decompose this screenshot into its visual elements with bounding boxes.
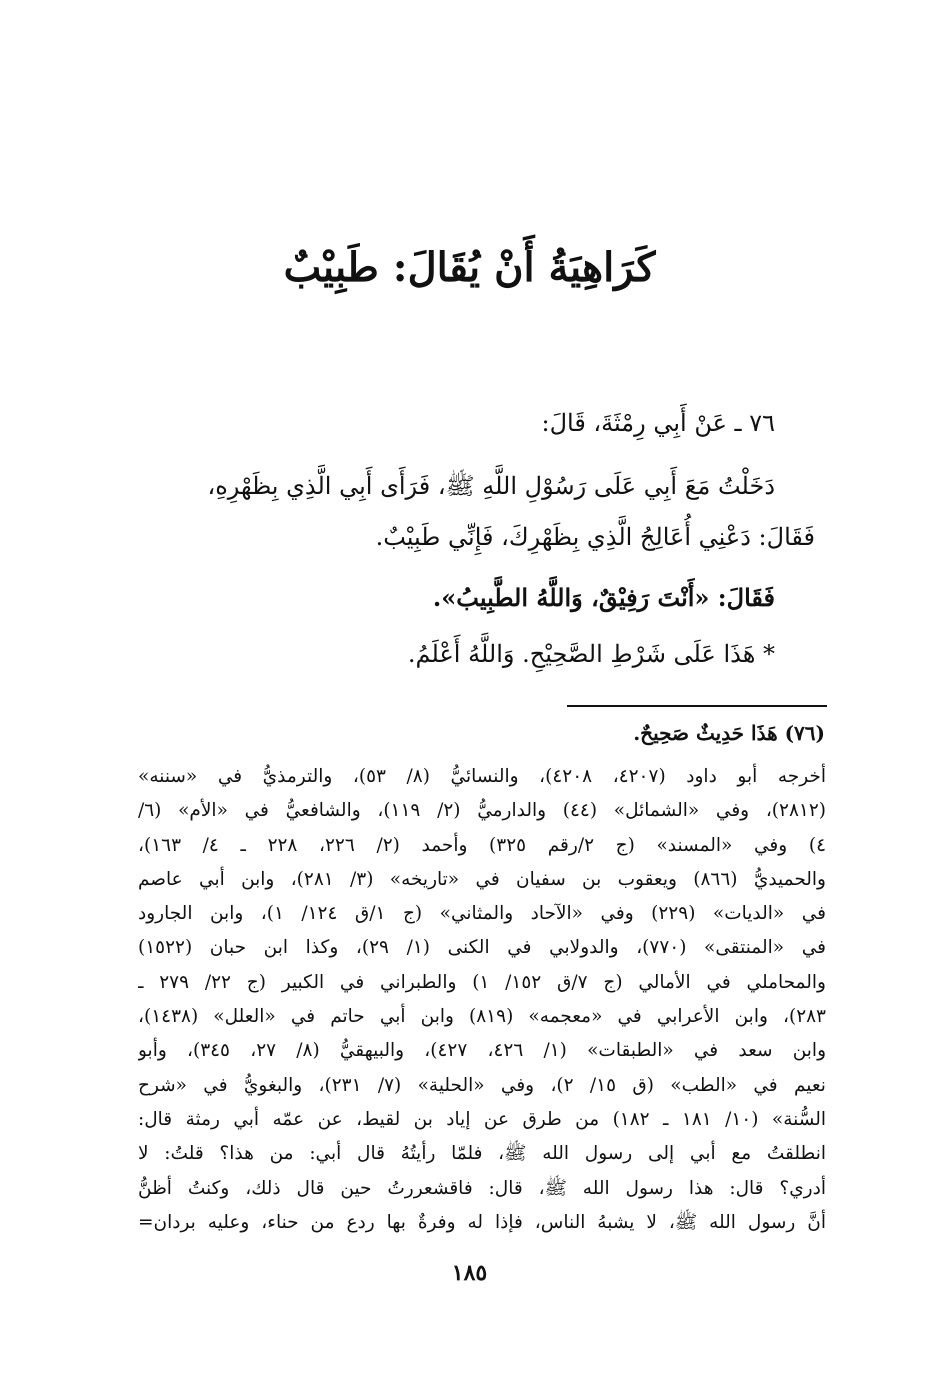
footnote-line: نعيم في «الطب» (ق ١٥/ ٢)، وفي «الحلية» (٧/ ٢٣١)، والبغويُّ في «شرح bbox=[138, 1074, 826, 1096]
footnote-line: ٤) وفي «المسند» (ج ٢/رقم ٣٢٥) وأحمد (٢/ ٢٢٦، ٢٢٨ ـ ٤/ ١٦٣)، bbox=[138, 834, 826, 856]
hadith-number-line: ٧٦ ـ عَنْ أَبِي رِمْثَةَ، قَالَ: bbox=[541, 409, 775, 437]
hadith-text-line-3: فَقَالَ: «أَنْتَ رَفِيْقٌ، وَاللَّهُ الطَّبِيبُ». bbox=[432, 583, 775, 612]
chapter-title: كَرَاهِيَةُ أَنْ يُقَالَ: طَبِيْبٌ bbox=[283, 244, 656, 291]
footnote-line: في «المنتقى» (٧٧٠)، والدولابي في الكنى (١/ ٢٩)، وكذا ابن حبان (١٥٢٢) bbox=[138, 937, 826, 959]
page-number: ١٨٥ bbox=[451, 1260, 488, 1286]
footnote-line: والحميديُّ (٨٦٦) ويعقوب بن سفيان في «تاريخه» (٣/ ٢٨١)، وابن أبي عاصم bbox=[138, 868, 826, 890]
footnote-line: أدري؟ قال: هذا رسول الله ﷺ، قال: فاقشعررتُ حين قال ذلك، وكنتُ أظنُّ bbox=[138, 1177, 826, 1199]
footnote-line: والمحاملي في الأمالي (ج ٧/ق ١٥٢/ ١) والطبراني في الكبير (ج ٢٢/ ٢٧٩ ـ bbox=[138, 971, 826, 993]
hadith-text-line-1: دَخَلْتُ مَعَ أَبِي عَلَى رَسُوْلِ اللَّهِ ﷺ، فَرَأَى أَبِي الَّذِي بِظَهْرِهِ، bbox=[207, 472, 775, 500]
footnote-line: أخرجه أبو داود (٤٢٠٧، ٤٢٠٨)، والنسائيُّ (٨/ ٥٣)، والترمذيُّ في «سننه» bbox=[138, 766, 826, 787]
hadith-grading-line: * هَذَا عَلَى شَرْطِ الصَّحِيْحِ. وَاللَّهُ أَعْلَمُ. bbox=[407, 640, 775, 668]
footnote-divider bbox=[567, 705, 827, 707]
footnote-line: (٢٨١٢)، وفي «الشمائل» (٤٤) والدارميُّ (٢/ ١١٩)، والشافعيُّ في «الأم» (٦/ bbox=[138, 800, 826, 822]
footnote-heading: (٧٦) هَذَا حَدِيثٌ صَحِيحٌ. bbox=[633, 721, 825, 745]
footnote-line: ٢٨٣)، وابن الأعرابي في «معجمه» (٨١٩) وابن أبي حاتم في «العلل» (١٤٣٨)، bbox=[138, 1006, 826, 1028]
footnote-line: وابن سعد في «الطبقات» (١/ ٤٢٦، ٤٢٧)، والبيهقيُّ (٨/ ٢٧، ٣٤٥)، وأبو bbox=[138, 1040, 826, 1062]
footnote-line: انطلقتُ مع أبي إلى رسول الله ﷺ، فلمّا رأيتُهُ قال أبي: من هذا؟ قلتُ: لا bbox=[138, 1143, 826, 1165]
footnote-line: أنَّ رسول الله ﷺ، لا يشبهُ الناس، فإذا له وفرةٌ بها ردع من حناء، وعليه بردان= bbox=[138, 1211, 826, 1233]
footnote-line: السُّنة» (١٠/ ١٨١ ـ ١٨٢) من طرق عن إياد بن لقيط، عن عمّه أبي رمثة قال: bbox=[138, 1108, 826, 1130]
footnote-body bbox=[138, 760, 826, 1240]
footnote-line: في «الديات» (٢٢٩) وفي «الآحاد والمثاني» (ج ١/ق ١٢٤/ ١)، وابن الجارود bbox=[138, 903, 826, 925]
hadith-text-line-2: فَقَالَ: دَعْنِي أُعَالِجُ الَّذِي بِظَهْرِكَ، فَإِنِّي طَبِيْبٌ. bbox=[375, 523, 815, 551]
